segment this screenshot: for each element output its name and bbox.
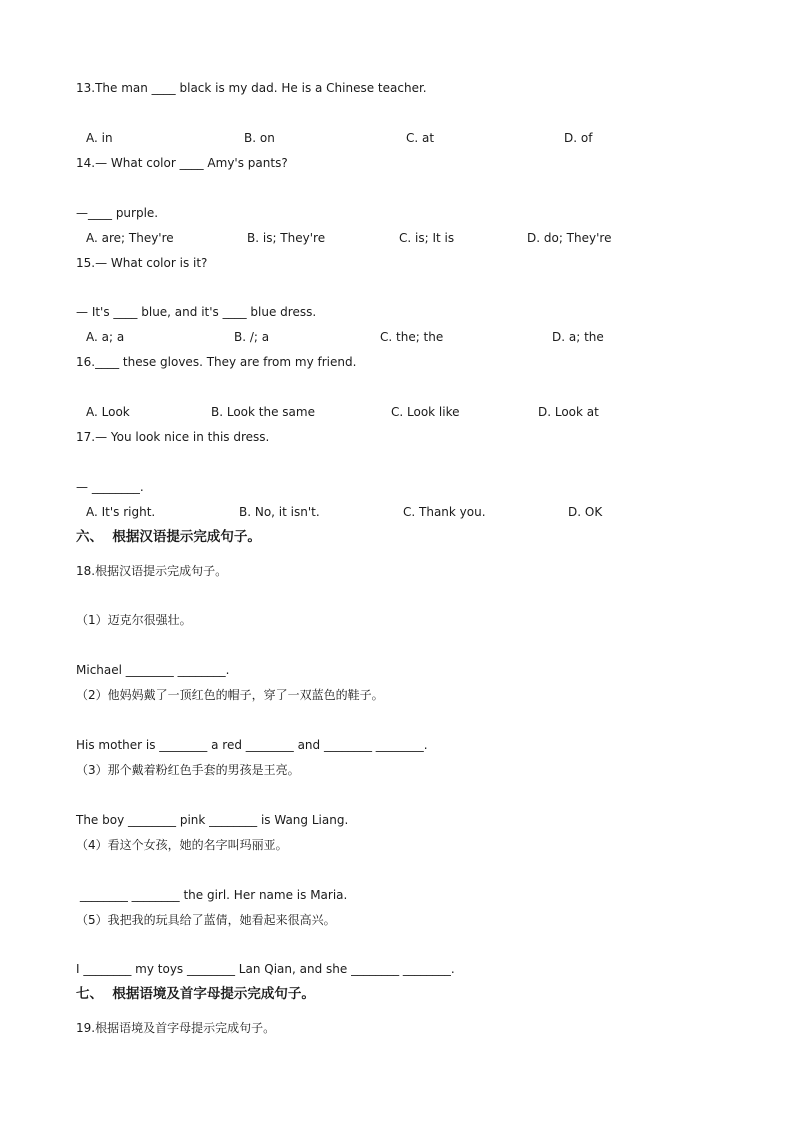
q16-stem: 16.____ these gloves. They are from my friend. xyxy=(76,355,357,369)
q17-option-a: A. It's right. xyxy=(86,505,156,519)
q14-option-d: D. do; They're xyxy=(527,231,612,245)
q14-stem: 14.— What color ____ Amy's pants? xyxy=(76,156,288,170)
q15-reply: — It's ____ blue, and it's ____ blue dress. xyxy=(76,305,317,319)
q18-item-3-cn: （3）那个戴着粉红色手套的男孩是王亮。 xyxy=(76,763,300,777)
q15-stem: 15.— What color is it? xyxy=(76,256,208,270)
section-6-heading: 六、 根据汉语提示完成句子。 xyxy=(76,529,261,545)
q15-option-c: C. the; the xyxy=(380,330,444,344)
q17-stem: 17.— You look nice in this dress. xyxy=(76,430,270,444)
q14-option-a: A. are; They're xyxy=(86,231,174,245)
q13-option-a: A. in xyxy=(86,131,113,145)
q13-option-d: D. of xyxy=(564,131,593,145)
q16-option-c: C. Look like xyxy=(391,405,460,419)
q17-reply: — ________. xyxy=(76,480,144,494)
q16-option-a: A. Look xyxy=(86,405,130,419)
q17-option-d: D. OK xyxy=(568,505,603,519)
q18-item-4-cn: （4）看这个女孩，她的名字叫玛丽亚。 xyxy=(76,838,288,852)
q17-option-c: C. Thank you. xyxy=(403,505,486,519)
q13-option-c: C. at xyxy=(406,131,435,145)
q18-item-4-en: ________ ________ the girl. Her name is Maria. xyxy=(76,888,348,902)
q16-option-d: D. Look at xyxy=(538,405,599,419)
q15-option-d: D. a; the xyxy=(552,330,604,344)
q18-item-5-cn: （5）我把我的玩具给了蓝倩，她看起来很高兴。 xyxy=(76,913,336,927)
q15-option-b: B. /; a xyxy=(234,330,270,344)
section-7-heading: 七、 根据语境及首字母提示完成句子。 xyxy=(76,986,315,1002)
q18-item-2-cn: （2）他妈妈戴了一顶红色的帽子，穿了一双蓝色的鞋子。 xyxy=(76,688,384,702)
q15-option-a: A. a; a xyxy=(86,330,125,344)
q14-reply: —____ purple. xyxy=(76,206,159,220)
q14-option-c: C. is; It is xyxy=(399,231,455,245)
q16-option-b: B. Look the same xyxy=(211,405,315,419)
q19-stem: 19.根据语境及首字母提示完成句子。 xyxy=(76,1021,276,1035)
q17-option-b: B. No, it isn't. xyxy=(239,505,320,519)
q18-item-1-en: Michael ________ ________. xyxy=(76,663,230,677)
q18-stem: 18.根据汉语提示完成句子。 xyxy=(76,564,228,578)
q18-item-2-en: His mother is ________ a red ________ and ________ ________. xyxy=(76,738,428,752)
q18-item-1-cn: （1）迈克尔很强壮。 xyxy=(76,613,192,627)
q13-stem: 13.The man ____ black is my dad. He is a Chinese teacher. xyxy=(76,81,427,95)
q14-option-b: B. is; They're xyxy=(247,231,326,245)
q18-item-3-en: The boy ________ pink ________ is Wang Liang. xyxy=(76,813,349,827)
q13-option-b: B. on xyxy=(244,131,275,145)
q18-item-5-en: I ________ my toys ________ Lan Qian, and she ________ ________. xyxy=(76,962,455,976)
